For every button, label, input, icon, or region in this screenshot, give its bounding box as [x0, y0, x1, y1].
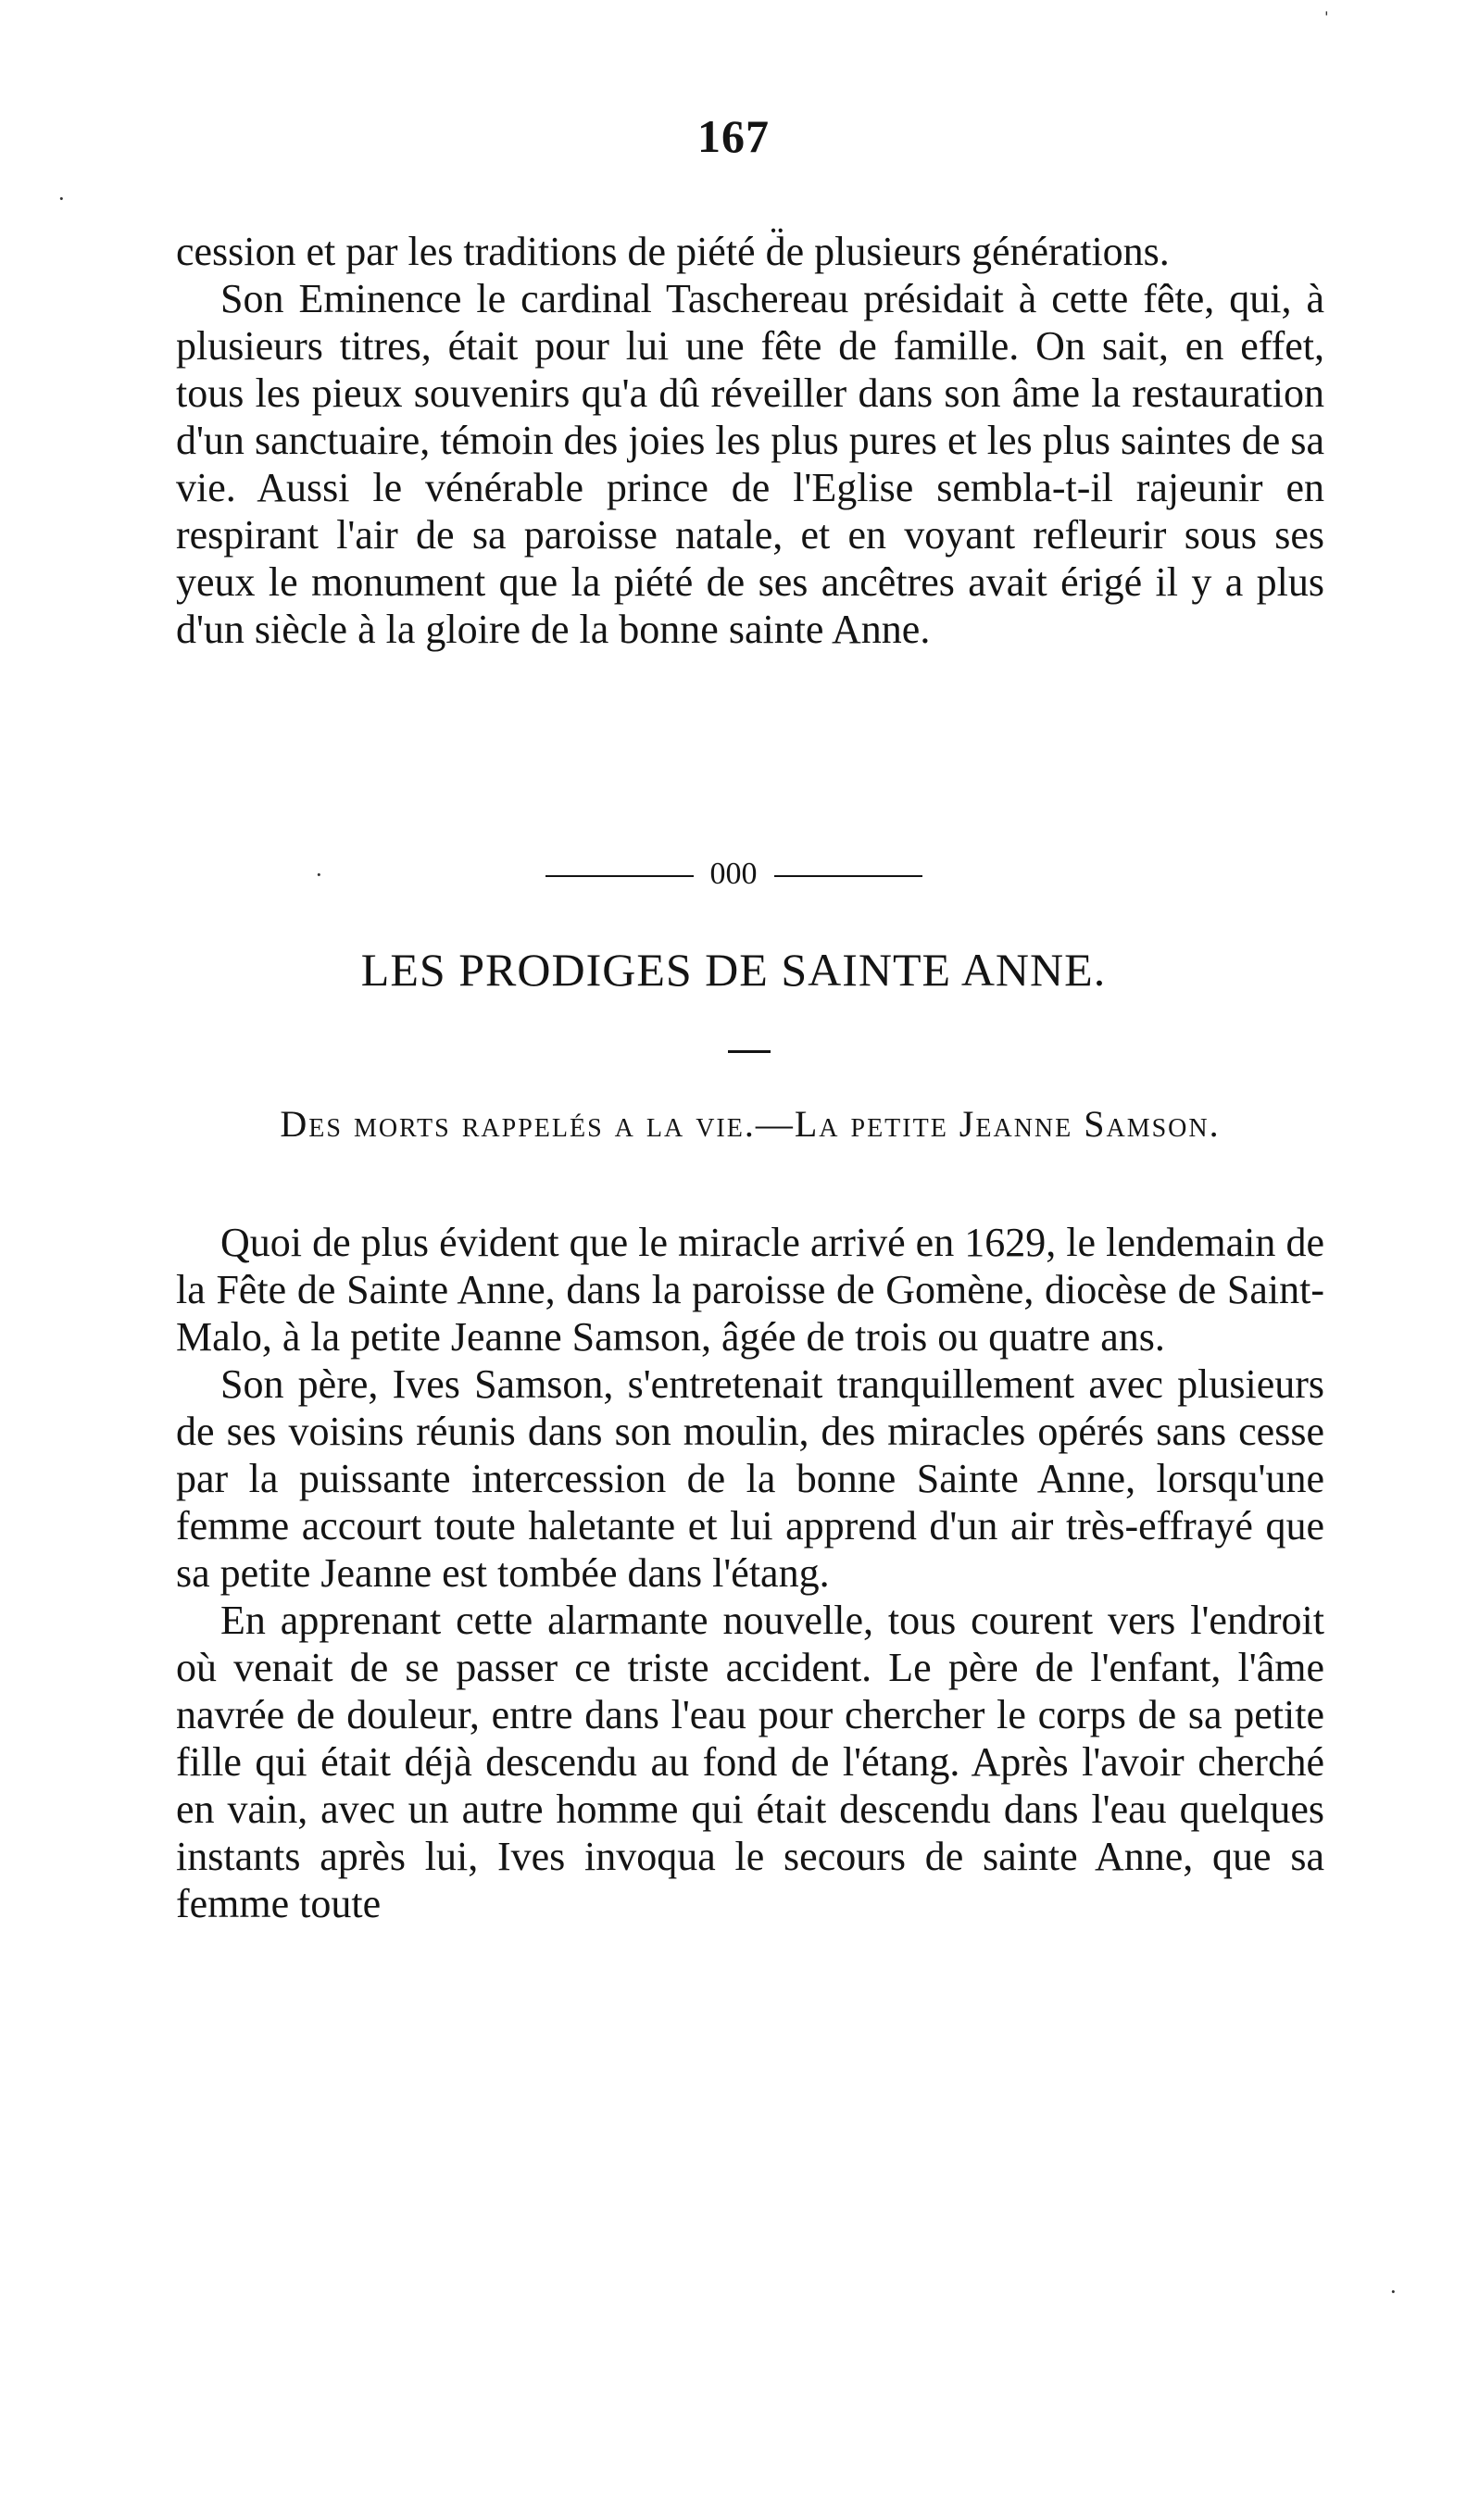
title-rule	[728, 1050, 771, 1053]
separator-text: 000	[709, 857, 758, 891]
opening-text-block	[176, 228, 1324, 653]
page-number: 167	[697, 110, 770, 162]
margin-speck: ·	[315, 861, 323, 888]
margin-speck: ˈ	[1323, 7, 1331, 34]
paragraph-father: Son père, Ives Samson, s'entretenait tranquillement avec plusieurs de ses voisins réunis dans son moulin, des miracles opérés sans cesse par la puissante intercession de la bonne Sainte Anne, lorsqu'une femme accourt toute haletante et lui apprend d'un air très-effrayé que sa petite Jeanne est tombée dans l'étang.	[176, 1361, 1324, 1596]
paragraph-continuation: cession et par les traditions de piété d̈e plusieurs générations.	[176, 229, 1170, 274]
separator-rule-right	[774, 875, 922, 877]
paragraph-miracle: Quoi de plus évident que le miracle arrivé en 1629, le lendemain de la Fête de Sainte Anne, dans la paroisse de Gomène, diocèse de Saint-Malo, à la petite Jeanne Samson, âgée de trois ou quatre ans.	[176, 1220, 1324, 1360]
separator-rule-left	[545, 875, 694, 877]
section-title: LES PRODIGES DE SAINTE ANNE.	[360, 944, 1107, 996]
margin-speck: ·	[57, 185, 66, 212]
chapter-subtitle: Des morts rappelés a la vie.—La petite Jeanne Samson.	[280, 1103, 1221, 1145]
margin-speck: ·	[1389, 2278, 1398, 2305]
main-text-block	[176, 1219, 1324, 1927]
paragraph-cardinal: Son Eminence le cardinal Taschereau présidait à cette fête, qui, à plusieurs titres, était pour lui une fête de famille. On sait, en effet, tous les pieux souvenirs qu'a dû réveiller dans son âme la restauration d'un sanctuaire, témoin des joies les plus pures et les plus saintes de sa vie. Aussi le vénérable prince de l'Eglise sembla-t-il rajeunir en respirant l'air de sa paroisse natale, et en voyant refleurir sous ses yeux le monument que la piété de ses ancêtres avait érigé il y a plus d'un siècle à la gloire de la bonne sainte Anne.	[176, 276, 1324, 652]
paragraph-search: En apprenant cette alarmante nouvelle, tous courent vers l'endroit où venait de se passer ce triste accident. Le père de l'enfant, l'âme navrée de douleur, entre dans l'eau pour chercher le corps de sa petite fille qui était déjà descendu au fond de l'étang. Après l'avoir cherché en vain, avec un autre homme qui était descendu dans l'eau quelques instants après lui, Ives invoqua le secours de sainte Anne, que sa femme toute	[176, 1598, 1324, 1926]
section-separator	[0, 856, 1467, 893]
